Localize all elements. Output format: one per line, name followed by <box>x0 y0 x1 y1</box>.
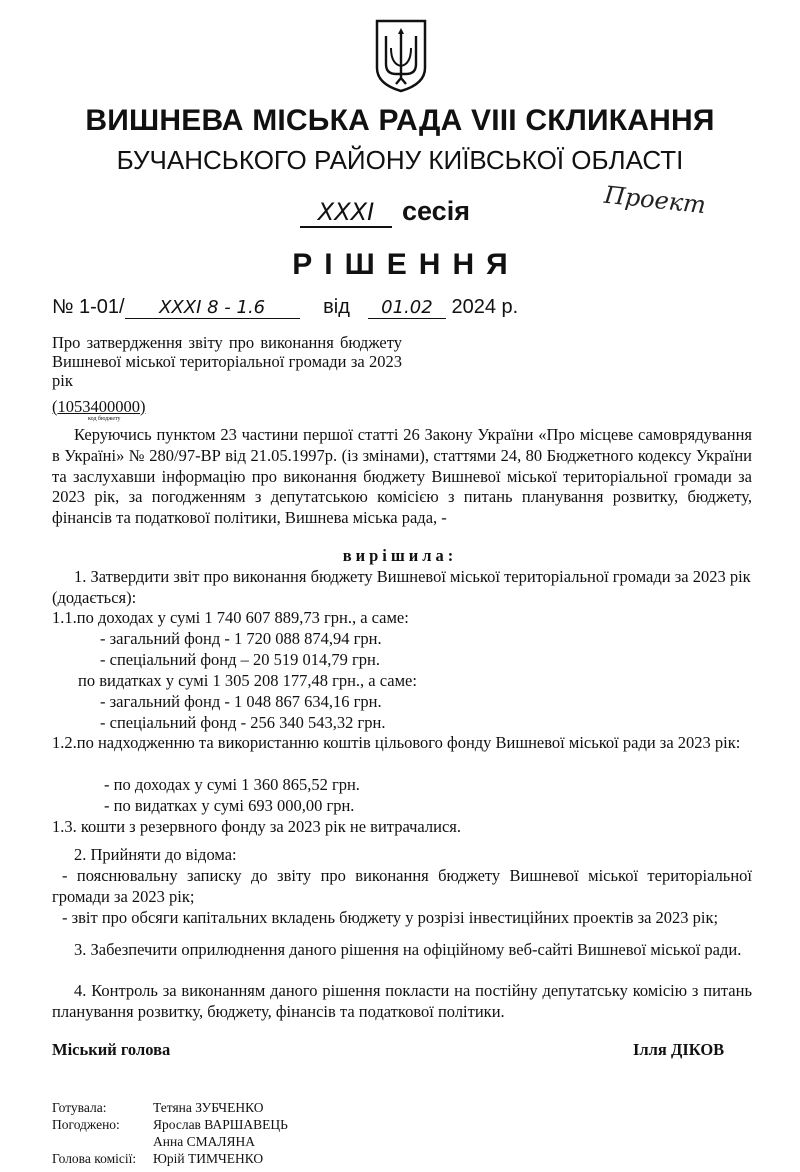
session-line <box>300 196 470 228</box>
item-1-2: 1.2.по надходженню та використанню коштів цільового фонду Вишневої міської ради за 2023 рік: <box>52 733 741 752</box>
organization-name: ВИШНЕВА МІСЬКА РАДА VIII СКЛИКАННЯ <box>85 104 715 137</box>
registration-date: 01.02 <box>368 297 446 319</box>
item-2: 2. Прийняти до відома: <box>74 845 237 864</box>
commission-label: Голова комісії: <box>52 1151 137 1166</box>
item-1-3: 1.3. кошти з резервного фонду за 2023 рік не витрачалися. <box>52 817 461 836</box>
registration-year: 2024 р. <box>451 296 519 318</box>
budget-code: (1053400000) <box>52 397 146 416</box>
agreed-name-2: Анна СМАЛЯНА <box>153 1134 255 1149</box>
item-1: 1. Затвердити звіт про виконання бюджету Вишневої міської територіальної громади за 2023 рік (додається): <box>52 567 751 607</box>
item-1-1: 1.1.по доходах у сумі 1 740 607 889,73 грн., а саме: <box>52 608 409 627</box>
date-from-label: від <box>323 296 350 318</box>
item-3: 3. Забезпечити оприлюднення даного рішення на офіційному веб-сайті Вишневої міської ради. <box>74 940 742 959</box>
agreed-label: Погоджено: <box>52 1117 120 1132</box>
item-1-1-expenses-special-fund: - спеціальний фонд - 256 340 543,32 грн. <box>100 713 386 732</box>
item-1-1-special-fund: - спеціальний фонд – 20 519 014,79 грн. <box>100 650 380 669</box>
registration-prefix: № 1-01/ <box>52 296 125 318</box>
item-1-1-expenses-general-fund: - загальний фонд - 1 048 867 634,16 грн. <box>100 692 382 711</box>
registration-line <box>52 296 518 319</box>
organization-district: БУЧАНСЬКОГО РАЙОНУ КИЇВСЬКОЇ ОБЛАСТІ <box>116 145 684 175</box>
coat-of-arms-icon <box>374 18 428 94</box>
draft-mark: Проект <box>602 180 708 220</box>
item-2-capital-report: - звіт про обсяги капітальних вкладень бюджету у розрізі інвестиційних проектів за 2023 рік; <box>62 908 719 927</box>
item-1-2-income: - по доходах у сумі 1 360 865,52 грн. <box>104 775 360 794</box>
session-label: сесія <box>402 196 470 226</box>
signer-name: Ілля ДІКОВ <box>633 1040 725 1059</box>
decided-heading: вирішила: <box>342 546 458 565</box>
item-1-1-expenses: по видатках у сумі 1 305 208 177,48 грн., а саме: <box>78 671 417 690</box>
item-1-1-general-fund: - загальний фонд - 1 720 088 874,94 грн. <box>100 629 382 648</box>
session-number: XXXI <box>300 198 392 228</box>
prepared-label: Готувала: <box>52 1100 107 1115</box>
decision-subject: Про затвердження звіту про виконання бюджету Вишневої міської територіальної громади за 2023 рік <box>52 333 402 390</box>
preamble: Керуючись пунктом 23 частини першої статті 26 Закону України «Про місцеве самоврядування в Україні» № 280/97-ВР від 21.05.1997р. (із змінами), статтями 24, 80 Бюджетного кодексу України та заслухавши інформацію про виконання бюджету Вишневої міської територіальної громади за 2023 рік, за погодженням з депутатською комісією з питань планування розвитку, бюджету, фінансів та податкової політики, Вишнева міська рада, - <box>52 425 752 528</box>
agreed-name-1: Ярослав ВАРШАВЕЦЬ <box>153 1117 288 1132</box>
registration-number: XXXI 8 - 1.6 <box>125 297 300 319</box>
prepared-name: Тетяна ЗУБЧЕНКО <box>153 1100 264 1115</box>
item-2-explanatory-note: - пояснювальну записку до звіту про виконання бюджету Вишневої міської територіальної громади за 2023 рік; <box>52 866 752 906</box>
commission-name: Юрій ТИМЧЕНКО <box>153 1151 264 1166</box>
item-4: 4. Контроль за виконанням даного рішення покласти на постійну депутатську комісію з питань планування розвитку, бюджету, фінансів та податкової політики. <box>52 981 752 1021</box>
document-title: РІШЕННЯ <box>292 248 520 281</box>
signer-position: Міський голова <box>52 1040 171 1059</box>
item-1-2-expenses: - по видатках у сумі 693 000,00 грн. <box>104 796 355 815</box>
budget-code-caption: код бюджету <box>88 416 121 422</box>
